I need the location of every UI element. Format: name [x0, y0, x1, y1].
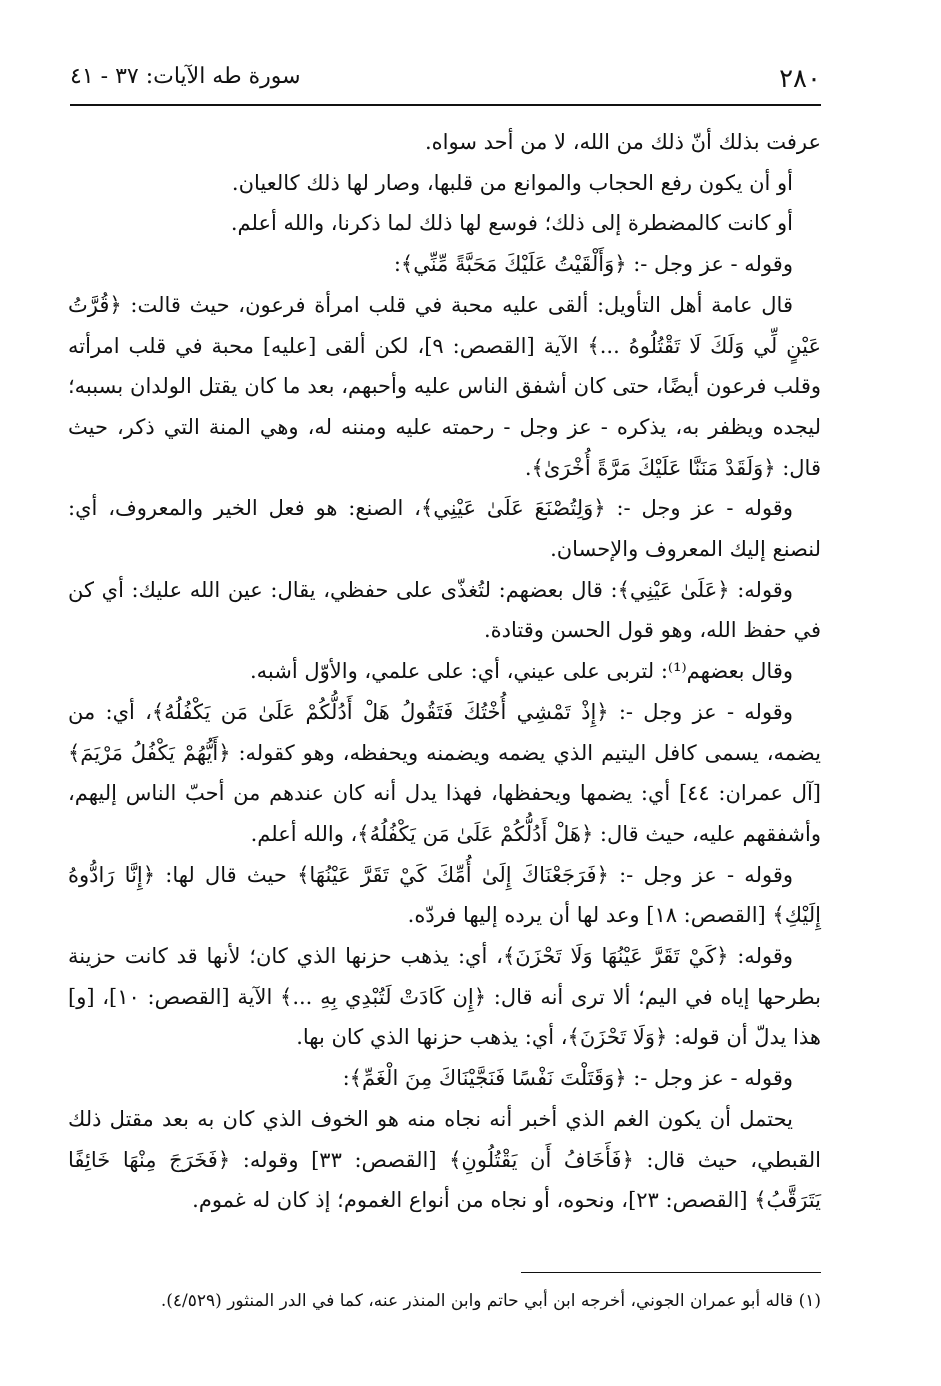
paragraph: وقوله - عز وجل -: ﴿وَأَلْقَيْتُ عَلَيْكَ مَحَبَّةً مِّنِّي﴾: — [393, 252, 793, 277]
footnote-rule — [521, 1272, 821, 1273]
paragraph: قال عامة أهل التأويل: ألقى عليه محبة في قلب امرأة فرعون، حيث قالت: ﴿قُرَّتُ عَيْنٍ لِّي وَلَكَ لَا تَقْتُلُوهُ ...﴾ الآية [القصص: ٩]، لكن ألقى [عليه] محبة في قلب امرأته وقلب فرعون أيضًا، حتى كان أشفق الناس عليه وأحبهم، بعد ما كان يقتل الولدان بسببه؛ ليجده ويظفر به، يذكره - عز وجل - رحمته عليه ومننه له، وهي المنة التي ذكر، حيث قال: ﴿وَلَقَدْ مَنَنَّا عَلَيْكَ مَرَّةً أُخْرَىٰ﴾. — [68, 292, 821, 480]
paragraph: وقوله - عز وجل -: ﴿فَرَجَعْنَاكَ إِلَىٰ أُمِّكَ كَيْ تَقَرَّ عَيْنُهَا﴾ حيث قال لها: ﴿إِنَّا رَادُّوهُ إِلَيْكِ﴾ [القصص: ١٨] وعد لها أن يرده إليها فردّه. — [68, 862, 821, 928]
paragraph: عرفت بذلك أنّ ذلك من الله، لا من أحد سواه. — [425, 130, 821, 154]
paragraph: وقوله: ﴿كَيْ تَقَرَّ عَيْنُهَا وَلَا تَحْزَنَ﴾، أي: يذهب حزنها الذي كان؛ لأنها قد كانت حزينة بطرحها إياه في اليم؛ ألا ترى أنه قال: ﴿إِن كَادَتْ لَتُبْدِي بِهِ ...﴾ الآية [القصص: ١٠]، [و] هذا يدلّ أن قوله: ﴿وَلَا تَحْزَنَ﴾، أي: يذهب حزنها الذي كان بها. — [68, 944, 821, 1050]
main-text — [68, 122, 821, 1221]
header-rule — [70, 104, 821, 106]
paragraph: أو كانت كالمضطرة إلى ذلك؛ فوسع لها ذلك لما ذكرنا، والله أعلم. — [230, 211, 793, 236]
paragraph: وقال بعضهم⁽¹⁾: لتربى على عيني، أي: على علمي، والأوّل أشبه. — [249, 659, 793, 684]
paragraph: وقوله - عز وجل -: ﴿إِذْ تَمْشِي أُخْتُكَ فَتَقُولُ هَلْ أَدُلُّكُمْ عَلَىٰ مَن يَكْفُلُهُ﴾، أي: من يضمه، يسمى كافل اليتيم الذي يضمه ويضمنه ويحفظه، وهو كقوله: ﴿أَيُّهُمْ يَكْفُلُ مَرْيَمَ﴾ [آل عمران: ٤٤] أي: يضمها ويحفظها، فهذا يدل أنه كان عندهم من أحبّ الناس إليهم، وأشفقهم عليه، حيث قال: ﴿هَلْ أَدُلُّكُمْ عَلَىٰ مَن يَكْفُلُهُ﴾، والله أعلم. — [68, 699, 821, 846]
paragraph: وقوله - عز وجل -: ﴿وَقَتَلْتَ نَفْسًا فَنَجَّيْنَاكَ مِنَ الْغَمِّ﴾: — [342, 1066, 793, 1091]
paragraph: وقوله: ﴿عَلَىٰ عَيْنِي﴾: قال بعضهم: لتُغذّى على حفظي، يقال: عين الله عليك: أي كن في حفظ الله، وهو قول الحسن وقتادة. — [68, 577, 821, 643]
running-title: سورة طه الآيات: ٣٧ - ٤١ — [70, 64, 301, 89]
page-header — [70, 60, 821, 100]
paragraph: يحتمل أن يكون الغم الذي أخبر أنه نجاه منه هو الخوف الذي كان به بعد مقتل ذلك القبطي، حيث قال: ﴿فَأَخَافُ أَن يَقْتُلُونِ﴾ [القصص: ٣٣] وقوله: ﴿فَخَرَجَ مِنْهَا خَائِفًا يَتَرَقَّبُ﴾ [القصص: ٢٣]، ونحوه، أو نجاه من أنواع الغموم؛ إذ كان له غموم. — [68, 1106, 821, 1213]
paragraph: وقوله - عز وجل -: ﴿وَلِتُصْنَعَ عَلَىٰ عَيْنِي﴾، الصنع: هو فعل الخير والمعروف، أي: لنصنع إليك المعروف والإحسان. — [68, 496, 821, 562]
paragraph: أو أن يكون رفع الحجاب والموانع من قلبها، وصار لها ذلك كالعيان. — [231, 170, 793, 195]
page-number: ٢٨٠ — [779, 64, 821, 94]
footnote: (١) قاله أبو عمران الجوني، أخرجه ابن أبي حاتم وابن المنذر عنه، كما في الدر المنثور (٤/٥٢٩). — [160, 1291, 821, 1311]
